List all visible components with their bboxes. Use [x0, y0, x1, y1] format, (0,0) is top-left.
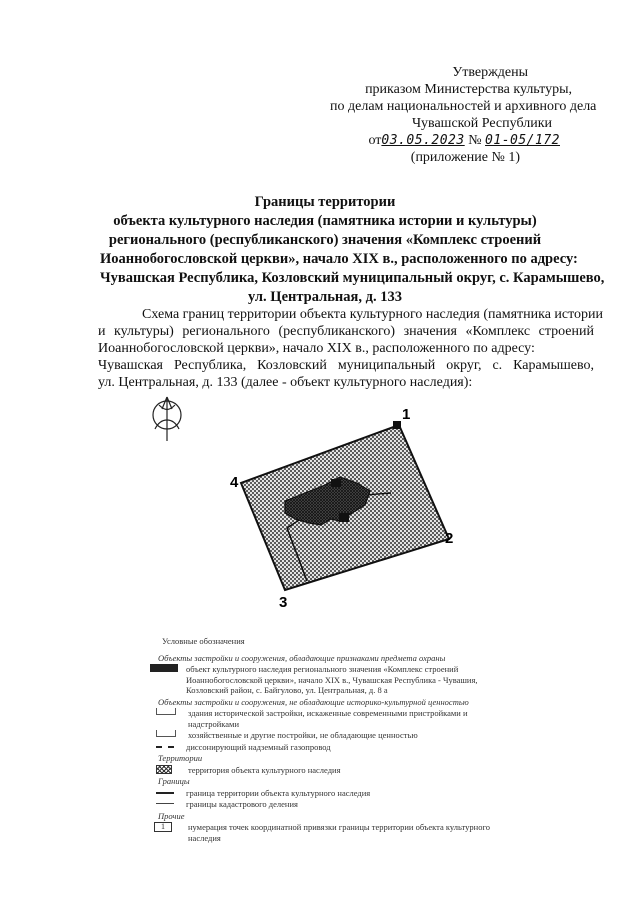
title-line: ул. Центральная, д. 133: [248, 289, 402, 305]
legend-text: хозяйственные и другие постройки, не обладающие ценностью: [188, 730, 418, 740]
legend-caption: Прочие: [158, 810, 185, 821]
territory-scheme: [135, 395, 505, 617]
legend-text: граница территории объекта культурного наследия: [186, 787, 371, 798]
heritage-building-annex: [331, 479, 341, 487]
approval-date-number: [330, 132, 580, 149]
legend-text: нумерация точек координатной привязки границы территории объекта культурного наследия: [188, 822, 490, 843]
approval-line-ministry: приказом Министерства культуры,: [365, 82, 572, 97]
legend-item: [150, 742, 510, 753]
legend: [150, 636, 510, 844]
legend-item: [150, 664, 510, 696]
paragraph-line: и культуры) регионального (республиканского) значения «Комплекс строений: [98, 324, 594, 339]
title-line: объекта культурного наследия (памятника истории и культуры): [113, 213, 537, 229]
approval-line-republic: Чувашской Республики: [411, 116, 552, 131]
outbuilding-symbol: [156, 730, 176, 737]
legend-heading: Условные обозначения: [162, 636, 245, 646]
territory-symbol: [156, 765, 172, 774]
legend-item: [150, 708, 510, 729]
cadastral-boundary-symbol: [156, 803, 174, 808]
approval-block: [330, 64, 597, 166]
document-title: [100, 193, 605, 307]
historic-building-symbol: [156, 708, 176, 715]
legend-item: [150, 788, 510, 799]
legend-caption: Территории: [158, 753, 203, 763]
paragraph-line: Иоаннобогословской церкви», начало XIX в., расположенного по адресу:: [98, 341, 535, 356]
point-label-2: 2: [445, 530, 454, 547]
legend-item: [150, 822, 510, 843]
title-line: регионального (республиканского) значения «Комплекс строений: [108, 232, 542, 248]
legend-text: территория объекта культурного наследия: [188, 764, 341, 775]
legend-text: здания исторической застройки, искаженные современными пристройками и надстройками: [188, 708, 468, 729]
north-arrow-icon: [153, 397, 181, 441]
number-prefix: №: [468, 133, 482, 148]
approval-appendix: (приложение № 1): [410, 150, 520, 165]
paragraph-line: Схема границ территории объекта культурного наследия (памятника истории: [142, 307, 604, 322]
approval-date: 03.05.2023: [381, 133, 465, 148]
title-line: Границы территории: [254, 194, 396, 210]
date-prefix: от: [368, 133, 382, 148]
title-line: Иоаннобогословской церкви», начало XIX в., расположенного по адресу:: [100, 251, 578, 267]
gas-pipeline-symbol: [156, 746, 174, 752]
title-line: Чувашская Республика, Козловский муниципальный округ, с. Карамышево,: [100, 270, 605, 286]
legend-caption: Объекты застройки и сооружения, обладающие признаками предмета охраны: [158, 652, 446, 663]
scheme-description: [98, 306, 604, 391]
heritage-object-symbol: [150, 664, 178, 672]
legend-item: [150, 765, 510, 776]
legend-item: [150, 730, 510, 741]
territory-boundary-symbol: [156, 792, 174, 798]
approval-number: 01-05/172: [485, 133, 560, 148]
heritage-building-annex: [339, 513, 349, 522]
legend-text: диссонирующий надземный газопровод: [186, 741, 331, 752]
legend-caption: Границы: [158, 776, 190, 786]
legend-caption: Объекты застройки и сооружения, не обладающие историко-культурной ценностью: [158, 696, 469, 707]
point-label-4: 4: [230, 474, 239, 491]
legend-text: границы кадастрового деления: [186, 799, 298, 809]
point-label-1: 1: [402, 406, 411, 423]
point-marker: [393, 421, 401, 429]
paragraph-line: ул. Центральная, д. 133 (далее - объект культурного наследия):: [98, 375, 473, 390]
point-label-3: 3: [279, 594, 288, 611]
approval-line-department: по делам национальностей и архивного дела: [330, 99, 597, 114]
legend-item: [150, 799, 510, 810]
paragraph-line: Чувашская Республика, Козловский муниципальный округ, с. Карамышево,: [98, 358, 594, 373]
legend-text: объект культурного наследия регионального значения «Комплекс строений Иоаннобогословской церкви», начало XIX в., Чувашская Республика - Чувашия, Козловский район, с. Байгулово, ул. Центральная, д. 8 а: [186, 664, 478, 695]
approval-title: Утверждены: [452, 65, 528, 80]
point-number-symbol: 1: [154, 822, 172, 832]
